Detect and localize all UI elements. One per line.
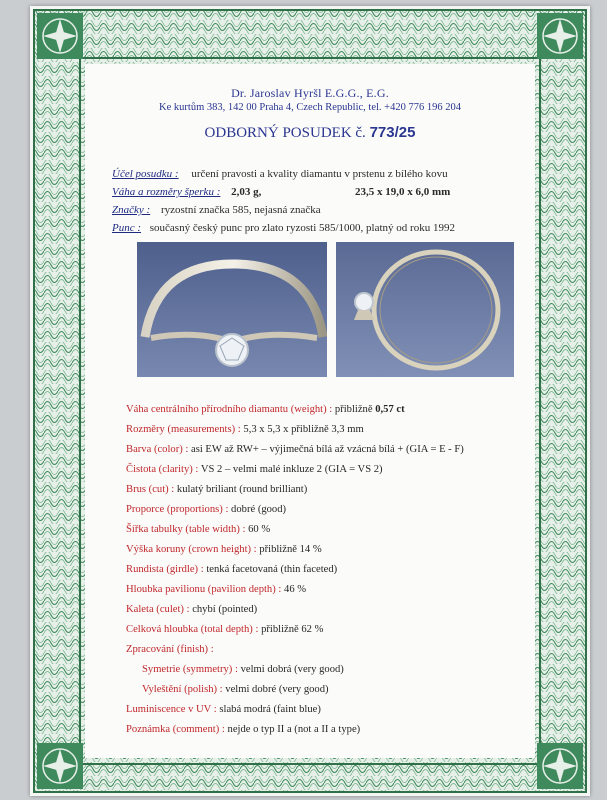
- purpose-label: Účel posudku :: [112, 168, 179, 180]
- spec-clarity: Čistota (clarity) : VS 2 – velmi malé inkluze 2 (GIA = VS 2): [126, 464, 383, 475]
- ring-front-image: [336, 242, 514, 377]
- spec-table-width: Šířka tabulky (table width) : 60 %: [126, 524, 271, 535]
- certificate-title: [85, 124, 535, 142]
- hallmark-label: Punc :: [112, 222, 142, 234]
- title-text: ODBORNÝ POSUDEK č.: [204, 125, 366, 141]
- spec-comment: Poznámka (comment) : nejde o typ II a (not a II a type): [126, 724, 361, 735]
- weight-label: Váha a rozměry šperku :: [112, 186, 221, 198]
- weight-value: 2,03 g,: [231, 186, 262, 198]
- marks-row: [112, 204, 321, 216]
- spec-total-depth: Celková hloubka (total depth) : přibližně 62 %: [126, 624, 324, 635]
- dimensions-value: 23,5 x 19,0 x 6,0 mm: [355, 186, 451, 198]
- hallmark-value: současný český punc pro zlato ryzosti 585/1000, platný od roku 1992: [149, 222, 455, 234]
- lab-name: Dr. Jaroslav Hyršl E.G.G., E.G.: [231, 86, 389, 100]
- lab-address: Ke kurtům 383, 142 00 Praha 4, Czech Republic, tel. +420 776 196 204: [159, 102, 461, 113]
- spec-measurements: Rozměry (measurements) : 5,3 x 5,3 x přibližně 3,3 mm: [126, 424, 364, 435]
- marks-label: Značky :: [112, 204, 151, 216]
- spec-pavilion-depth: Hloubka pavilionu (pavilion depth) : 46 %: [126, 584, 307, 595]
- corner-ornament-icon: [536, 12, 584, 60]
- certificate-sheet: [30, 6, 590, 796]
- ring-side-image: [137, 242, 327, 377]
- corner-ornament-icon: [536, 742, 584, 790]
- certificate-number: 773/25: [369, 124, 416, 141]
- spec-finish: Zpracování (finish) :: [126, 644, 214, 655]
- weight-row: [112, 186, 261, 198]
- purpose-value: určení pravosti a kvality diamantu v prstenu z bílého kovu: [191, 168, 448, 180]
- spec-crown-height: Výška koruny (crown height) : přibližně 14 %: [126, 544, 322, 555]
- spec-luminescence: Luminiscence v UV : slabá modrá (faint blue): [126, 704, 321, 715]
- spec-symmetry: Symetrie (symmetry) : velmi dobrá (very good): [142, 664, 344, 675]
- spec-culet: Kaleta (culet) : chybí (pointed): [126, 604, 258, 615]
- purpose-row: [112, 168, 448, 180]
- spec-color: Barva (color) : asi EW až RW+ – výjimečná bílá až vzácná bílá + (GIA = E - F): [126, 444, 464, 455]
- spec-proportions: Proporce (proportions) : dobré (good): [126, 504, 287, 515]
- corner-ornament-icon: [36, 742, 84, 790]
- spec-polish: Vyleštění (polish) : velmi dobré (very good): [142, 684, 329, 695]
- spec-weight: Váha centrálního přírodního diamantu (weight) : přibližně 0,57 ct: [126, 404, 405, 415]
- hallmark-row: [112, 222, 455, 234]
- ring-photo-side: [137, 242, 327, 377]
- corner-ornament-icon: [36, 12, 84, 60]
- marks-value: ryzostní značka 585, nejasná značka: [160, 204, 321, 216]
- ring-photo-front: [336, 242, 514, 377]
- spec-girdle: Rundista (girdle) : tenká facetovaná (thin faceted): [126, 564, 338, 575]
- spec-cut: Brus (cut) : kulatý briliant (round brilliant): [126, 484, 308, 495]
